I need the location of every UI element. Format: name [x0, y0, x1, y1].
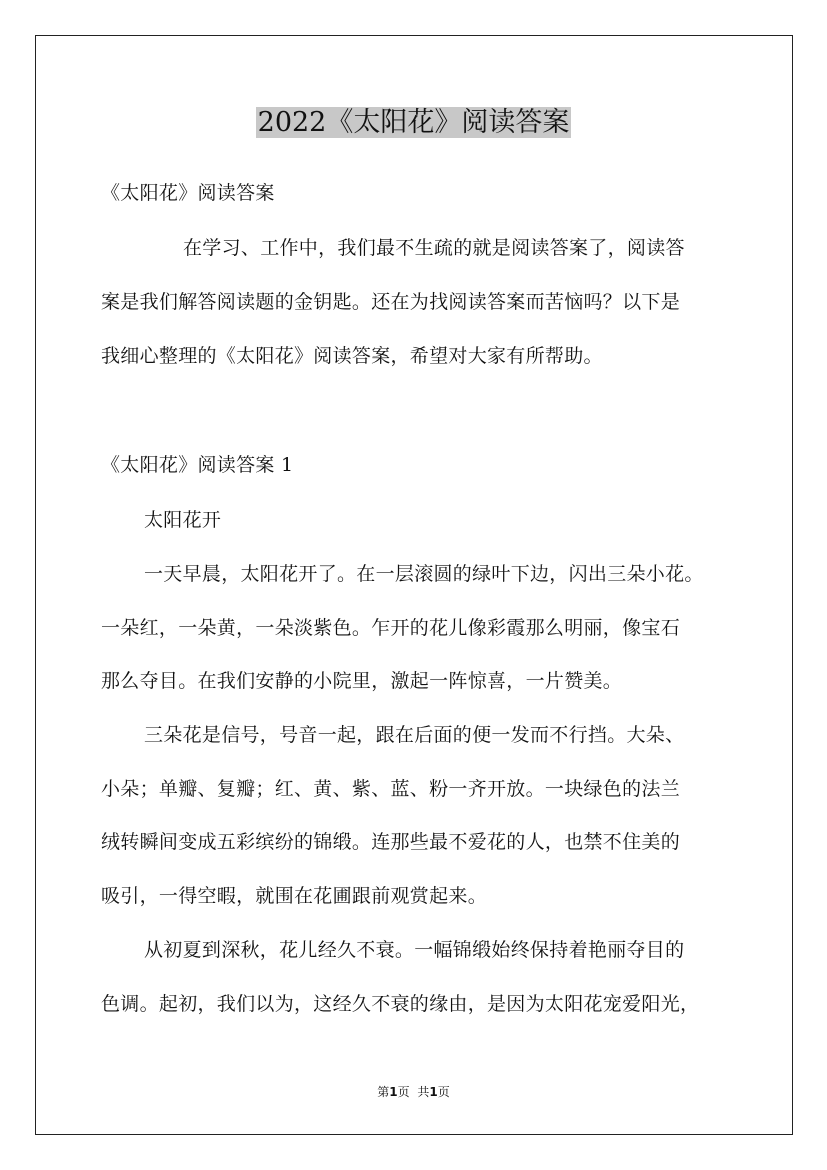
paragraph-line: 一天早晨，太阳花开了。在一层滚圆的绿叶下边，闪出三朵小花。: [144, 563, 704, 585]
page-footer: [0, 1083, 827, 1101]
intro-line: 案是我们解答阅读题的金钥匙。还在为找阅读答案而苦恼吗？以下是: [101, 291, 681, 313]
paragraph-line: 吸引，一得空暇，就围在花圃跟前观赏起来。: [101, 885, 488, 907]
paragraph-line: 那么夺目。在我们安静的小院里，激起一阵惊喜，一片赞美。: [101, 670, 623, 692]
paragraph-line: 一朵红，一朵黄，一朵淡紫色。乍开的花儿像彩霞那么明丽，像宝石: [101, 617, 681, 639]
section-heading: 《太阳花》阅读答案 1: [101, 454, 294, 476]
document-title-text: 2022《太阳花》阅读答案: [257, 107, 570, 138]
paragraph-line: 三朵花是信号，号音一起，跟在后面的便一发而不行挡。大朵、: [144, 724, 685, 746]
footer-page-suffix: 页: [397, 1085, 410, 1099]
paragraph-line: 从初夏到深秋，花儿经久不衰。一幅锦缎始终保持着艳丽夺目的: [144, 939, 685, 961]
footer-page-prefix: 第: [377, 1085, 390, 1099]
footer-total-suffix: 页: [437, 1085, 450, 1099]
footer-total-prefix: 共: [417, 1085, 430, 1099]
paragraph-line: 绒转瞬间变成五彩缤纷的锦缎。连那些最不爱花的人，也禁不住美的: [101, 831, 681, 853]
paragraph-line: 色调。起初，我们以为，这经久不衰的缘由，是因为太阳花宠爱阳光，: [101, 993, 700, 1015]
intro-line: 在学习、工作中，我们最不生疏的就是阅读答案了，阅读答: [183, 237, 685, 259]
paragraph-line: 小朵；单瓣、复瓣；红、黄、紫、蓝、粉一齐开放。一块绿色的法兰: [101, 778, 681, 800]
footer-total-number: 1: [429, 1085, 438, 1099]
intro-line: 我细心整理的《太阳花》阅读答案，希望对大家有所帮助。: [101, 345, 603, 367]
story-title: 太阳花开: [144, 509, 222, 531]
document-subtitle: 《太阳花》阅读答案: [101, 182, 275, 204]
document-title: [0, 103, 827, 143]
footer-page-number: 1: [389, 1085, 398, 1099]
